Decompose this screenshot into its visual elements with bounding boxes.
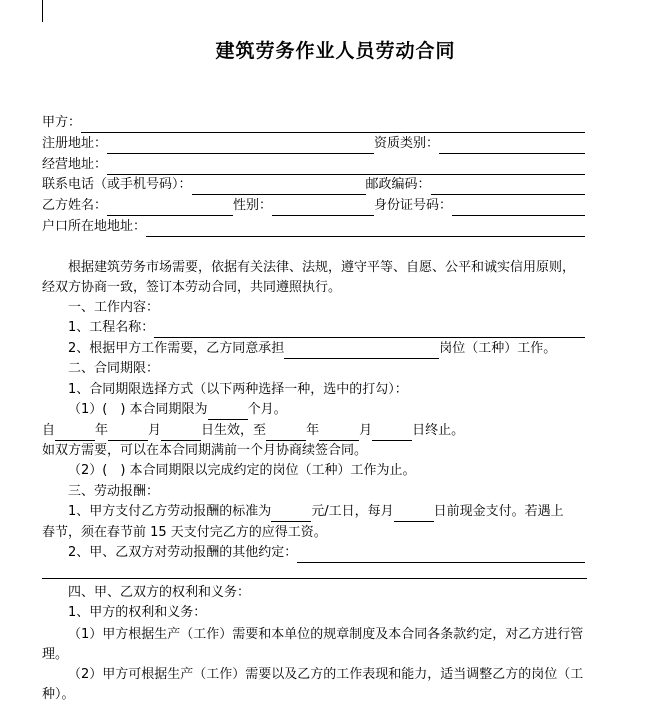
start-month-label: 月 <box>148 423 162 438</box>
party-a-rights-2: （2）甲方可根据生产（工作）需要以及乙方的工作表现和能力，适当调整乙方的岗位（工种）。 <box>42 667 584 702</box>
project-name-blank[interactable] <box>154 322 585 338</box>
end-year-blank[interactable] <box>266 425 306 441</box>
wage-rate-blank[interactable] <box>271 506 311 522</box>
term-dates-row <box>42 421 585 441</box>
party-b-row <box>42 196 585 216</box>
gender-label: 性别： <box>233 198 273 213</box>
text-cursor <box>42 0 43 22</box>
project-name-label: 1、工程名称： <box>68 320 155 335</box>
wage-row <box>68 502 587 522</box>
qualification-blank[interactable] <box>439 138 585 154</box>
term-option-1-text-b: 个月。 <box>247 402 287 417</box>
household-address-label: 户口所在地地址： <box>42 219 147 234</box>
phone-label: 联系电话（或手机号码）： <box>42 177 192 192</box>
business-address-row <box>42 155 585 175</box>
party-b-name-label: 乙方姓名： <box>42 198 108 213</box>
wage-text-c: 日前现金支付。若遇上 <box>433 504 564 519</box>
other-wage-blank-line[interactable] <box>42 578 587 579</box>
wage-day-blank[interactable] <box>394 506 434 522</box>
wage-text-b: 元/工日，每月 <box>311 504 394 519</box>
renewal-text: 如双方需要，可以在本合同期满前一个月协商续签合同。 <box>42 443 368 458</box>
qualification-label: 资质类别： <box>374 136 440 151</box>
end-day-blank[interactable] <box>372 425 412 441</box>
postcode-label: 邮政编码： <box>365 177 431 192</box>
reg-address-label: 注册地址： <box>42 136 108 151</box>
section-4-heading: 四、甲、乙双方的权利和义务： <box>68 585 251 600</box>
reg-address-blank[interactable] <box>107 138 374 154</box>
party-a-blank[interactable] <box>81 117 585 133</box>
effective-label: 日生效，至 <box>201 423 267 438</box>
other-wage-row <box>68 543 585 563</box>
wage-text-a: 1、甲方支付乙方劳动报酬的标准为 <box>68 504 272 519</box>
start-day-blank[interactable] <box>161 425 201 441</box>
job-text-a: 2、根据甲方工作需要，乙方同意承担 <box>68 341 285 356</box>
party-a-rights-heading: 1、甲方的权利和义务： <box>68 605 207 620</box>
start-year-blank[interactable] <box>55 425 95 441</box>
section-2-heading: 二、合同期限： <box>68 361 160 376</box>
party-b-name-blank[interactable] <box>107 200 233 216</box>
from-label: 自 <box>42 423 56 438</box>
business-address-blank[interactable] <box>107 159 585 175</box>
phone-blank[interactable] <box>192 179 366 195</box>
party-a-row <box>42 113 585 133</box>
intro-paragraph: 根据建筑劳务市场需要，依据有关法律、法规，遵守平等、自愿、公平和诚实信用原则，经双方协商一致，签订本劳动合同，共同遵照执行。 <box>42 260 576 295</box>
reg-address-row <box>42 134 585 154</box>
party-a-rights-1: （1）甲方根据生产（工作）需要和本单位的规章制度及本合同各条款约定，对乙方进行管理。 <box>42 627 584 662</box>
end-month-blank[interactable] <box>319 425 359 441</box>
job-blank[interactable] <box>284 343 439 359</box>
project-name-row <box>68 318 585 338</box>
postcode-blank[interactable] <box>431 179 585 195</box>
household-address-row <box>42 217 585 237</box>
end-month-label: 月 <box>359 423 373 438</box>
end-year-label: 年 <box>306 423 320 438</box>
term-option-2: （2）( ) 本合同期限以完成约定的岗位（工种）工作为止。 <box>68 463 416 478</box>
spring-festival-text: 春节，须在春节前 15 天支付完乙方的应得工资。 <box>42 525 327 540</box>
other-wage-label: 2、甲、乙双方对劳动报酬的其他约定： <box>68 545 298 560</box>
id-number-blank[interactable] <box>452 200 585 216</box>
party-a-label: 甲方： <box>42 115 82 130</box>
document-title: 建筑劳务作业人员劳动合同 <box>215 40 456 62</box>
section-3-heading: 三、劳动报酬： <box>68 484 160 499</box>
end-label: 日终止。 <box>412 423 465 438</box>
section-1-heading: 一、工作内容： <box>68 300 160 315</box>
term-months-blank[interactable] <box>208 404 248 420</box>
household-address-blank[interactable] <box>146 221 585 237</box>
job-text-b: 岗位（工种）工作。 <box>439 341 557 356</box>
start-year-label: 年 <box>95 423 109 438</box>
start-month-blank[interactable] <box>108 425 148 441</box>
job-row <box>68 339 585 359</box>
other-wage-blank[interactable] <box>297 547 585 563</box>
phone-row <box>42 175 585 195</box>
term-method: 1、合同期限选择方式（以下两种选择一种，选中的打勾）： <box>68 382 408 397</box>
id-number-label: 身份证号码： <box>374 198 453 213</box>
term-option-1-row <box>68 400 585 420</box>
gender-blank[interactable] <box>272 200 374 216</box>
business-address-label: 经营地址： <box>42 157 108 172</box>
term-option-1-text-a: （1）( ) 本合同期限为 <box>68 402 208 417</box>
